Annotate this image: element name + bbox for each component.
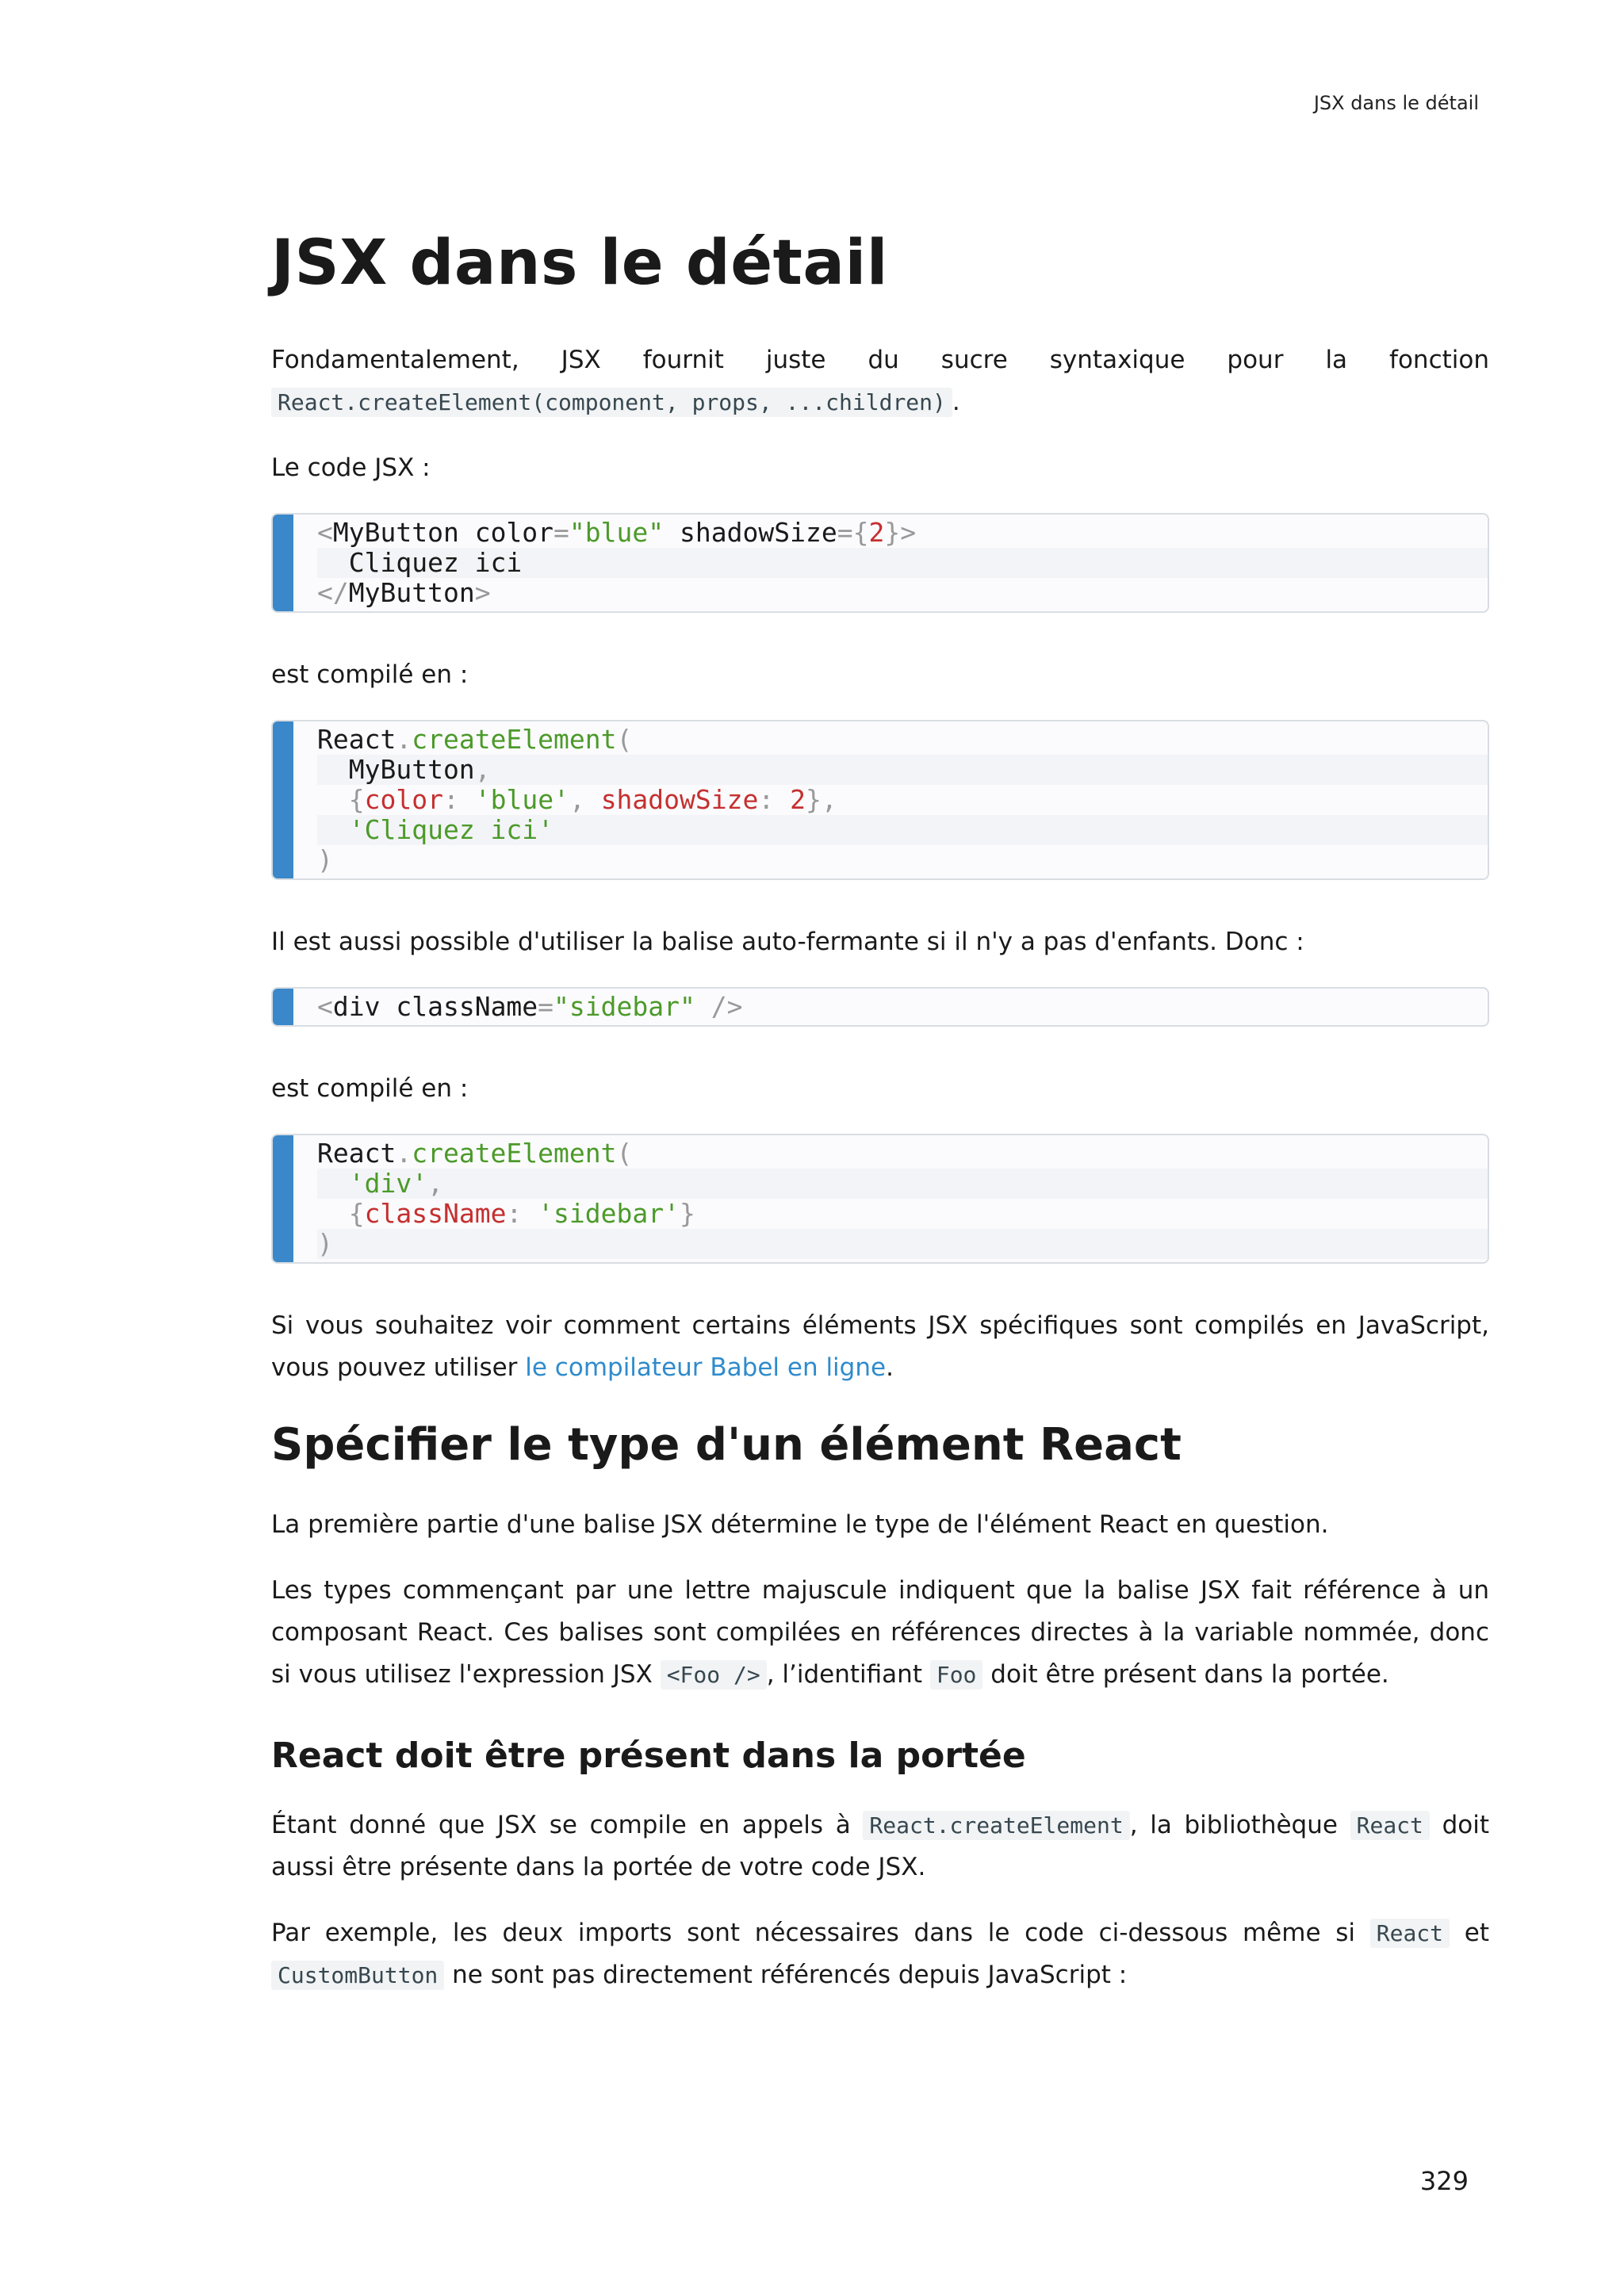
section-title: Spécifier le type d'un élément React	[271, 1418, 1182, 1471]
code-line: MyButton,	[317, 755, 1488, 785]
inline-code: <Foo />	[661, 1660, 767, 1689]
inline-code: CustomButton	[271, 1961, 444, 1990]
code-line: )	[317, 1229, 1488, 1259]
label-compiled-2: est compilé en :	[271, 1073, 469, 1103]
code-block-self-closing	[271, 987, 1489, 1027]
code-block-compiled-div	[271, 1134, 1489, 1264]
intro-text: Fondamentalement, JSX fournit juste du sucre syntaxique pour la fonction	[271, 345, 1489, 374]
code-line: </MyButton>	[317, 576, 491, 608]
subsection-paragraph-2: Par exemple, les deux imports sont nécessaires dans le code ci-dessous même si React et CustomButton ne sont pas directement référencés depuis JavaScript :	[271, 1918, 1489, 1989]
inline-code: React.createElement	[863, 1811, 1129, 1840]
code-block-compiled	[271, 720, 1489, 880]
page-number: 329	[1419, 2166, 1469, 2196]
code-line: React.createElement(	[317, 1137, 633, 1169]
code-line: 'Cliquez ici'	[317, 815, 1488, 845]
self-closing-paragraph: Il est aussi possible d'utiliser la balise auto-fermante si il n'y a pas d'enfants. Donc :	[271, 927, 1304, 956]
code-line: <div className="sidebar" />	[317, 990, 743, 1022]
inline-code: React	[1370, 1919, 1450, 1948]
code-line: )	[317, 844, 333, 875]
code-line: {color: 'blue', shadowSize: 2},	[348, 783, 837, 815]
section-paragraph-1: La première partie d'une balise JSX détermine le type de l'élément React en question.	[271, 1510, 1329, 1540]
page-content	[271, 230, 1489, 2020]
babel-link[interactable]: le compilateur Babel en ligne	[525, 1353, 887, 1382]
page-title: JSX dans le détail	[271, 228, 888, 299]
intro-paragraph: Fondamentalement, JSX fournit juste du sucre syntaxique pour la fonction React.createElement(component, props, ...children) .	[271, 345, 1489, 416]
running-header: JSX dans le détail	[1313, 92, 1479, 114]
label-jsx-code: Le code JSX :	[271, 453, 431, 482]
subsection-paragraph-1: Étant donné que JSX se compile en appels à React.createElement , la bibliothèque React doit aussi être présente dans la portée de votre code JSX.	[271, 1810, 1489, 1881]
inline-code: React.createElement(component, props, ...children)	[271, 388, 952, 417]
code-line: <MyButton color="blue" shadowSize={2}>	[317, 516, 917, 548]
code-line: {className: 'sidebar'}	[348, 1197, 695, 1229]
code-line: React.createElement(	[317, 723, 633, 755]
subsection-title: React doit être présent dans la portée	[271, 1735, 1026, 1777]
babel-paragraph: Si vous souhaitez voir comment certains éléments JSX spécifiques sont compilés en JavaScript, vous pouvez utiliser le compilateur Babel en ligne.	[271, 1311, 1489, 1382]
code-block-jsx	[271, 513, 1489, 613]
inline-code: React	[1350, 1811, 1430, 1840]
code-line: 'div',	[317, 1169, 1488, 1199]
code-line: Cliquez ici	[317, 548, 1488, 578]
inline-code: Foo	[930, 1660, 983, 1689]
label-compiled-1: est compilé en :	[271, 660, 469, 689]
section-paragraph-2: Les types commençant par une lettre majuscule indiquent que la balise JSX fait référence à un composant React. Ces balises sont compilées en références directes à la variable nommée, donc si vous utilisez l'expression JSX <Foo /> , l’identifiant Foo doit être présent dans la portée.	[271, 1576, 1489, 1689]
